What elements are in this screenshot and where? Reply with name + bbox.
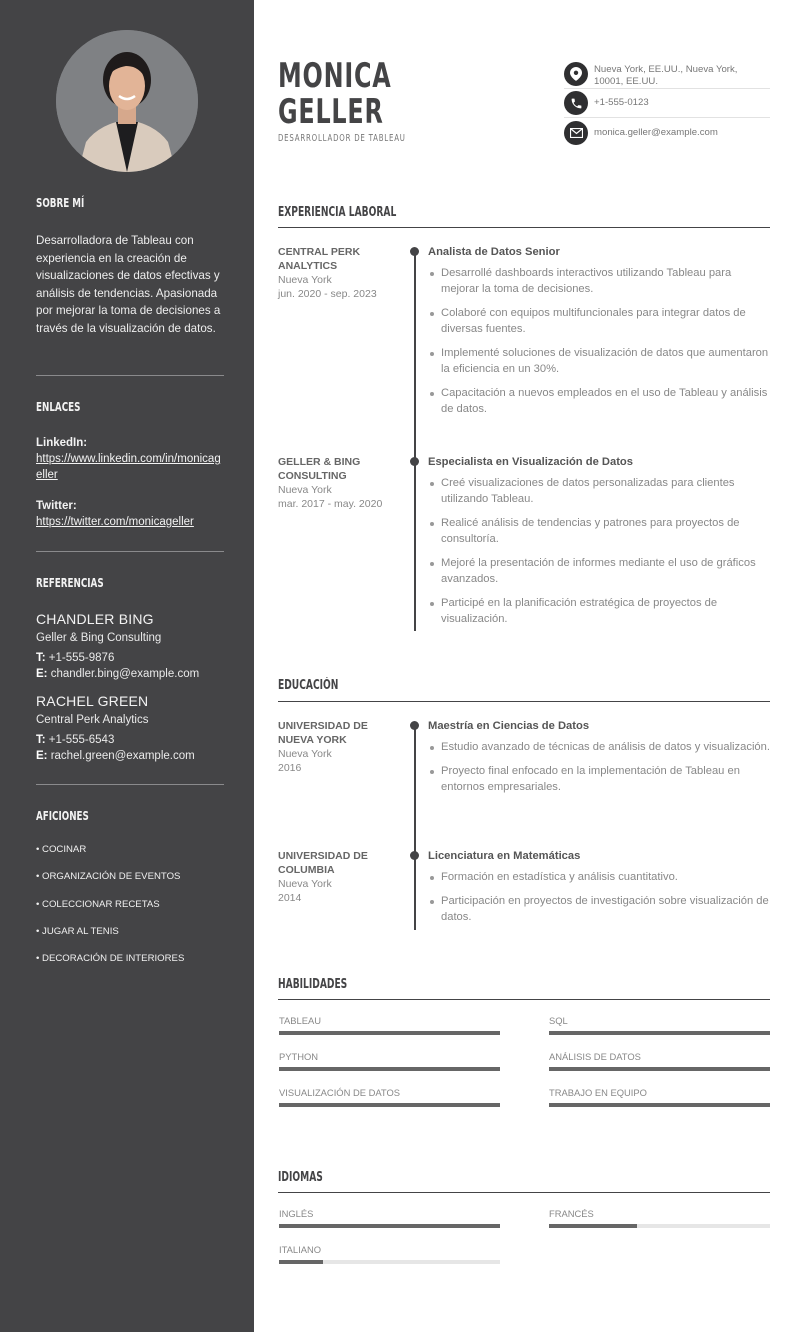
bullet-list — [428, 265, 770, 417]
divider — [36, 784, 224, 785]
bullet-list — [428, 739, 770, 795]
skill-label: TRABAJO EN EQUIPO — [549, 1087, 647, 1098]
skill-label: VISUALIZACIÓN DE DATOS — [279, 1087, 401, 1098]
skill-item — [279, 1015, 500, 1035]
education-entry — [428, 849, 770, 933]
about-text: Desarrolladora de Tableau con experiencia en la creación de visualizaciones de datos efectivas y análisis de tendencias. Apasionada por mejorar la toma de decisiones a través de la visualización de datos. — [36, 234, 221, 335]
reference-phone — [36, 650, 224, 666]
reference-company: Geller & Bing Consulting — [36, 632, 162, 644]
org-name-line1: UNIVERSIDAD DE — [278, 850, 368, 862]
org-name-line2: COLUMBIA — [278, 864, 335, 876]
org-name-line1: UNIVERSIDAD DE — [278, 720, 368, 732]
skill-bar — [549, 1103, 770, 1107]
reference-item — [36, 610, 224, 682]
org-dates: jun. 2020 - sep. 2023 — [278, 288, 377, 300]
language-bar — [549, 1224, 770, 1228]
org-name-line2: CONSULTING — [278, 470, 347, 482]
reference-email — [36, 748, 224, 764]
skill-bar — [279, 1103, 500, 1107]
skill-bar — [279, 1067, 500, 1071]
phone-label: T: — [36, 652, 46, 664]
language-bar-fill — [549, 1224, 637, 1228]
phone-text: +1-555-0123 — [594, 97, 649, 108]
hobby-item: • COCINAR — [36, 844, 87, 855]
contact-block — [564, 60, 770, 147]
skill-bar-fill — [279, 1103, 500, 1107]
skill-item — [279, 1087, 500, 1107]
language-bar-fill — [279, 1224, 500, 1228]
org-dates: 2016 — [278, 762, 302, 774]
about-heading: SOBRE MÍ — [36, 195, 85, 210]
skill-label: ANÁLISIS DE DATOS — [549, 1051, 641, 1062]
last-name: GELLER — [278, 92, 384, 132]
bullet-item: Desarrollé dashboards interactivos utilizando Tableau para mejorar la toma de decisiones. — [428, 265, 770, 297]
languages-heading: IDIOMAS — [278, 1170, 323, 1185]
section-rule — [278, 227, 770, 228]
contact-email — [564, 118, 770, 147]
skill-bar — [279, 1031, 500, 1035]
skill-item — [279, 1051, 500, 1071]
phone-icon — [564, 91, 588, 115]
language-label: FRANCÉS — [549, 1208, 594, 1219]
language-bar — [279, 1224, 500, 1228]
full-name — [278, 58, 392, 130]
bullet-item: Realicé análisis de tendencias y patrones para proyectos de consultoría. — [428, 515, 770, 547]
skill-label: TABLEAU — [279, 1015, 322, 1026]
profile-photo — [56, 30, 198, 172]
skill-item — [549, 1015, 770, 1035]
experience-entry — [428, 245, 770, 425]
degree-title: Licenciatura en Matemáticas — [428, 850, 581, 862]
skill-label: SQL — [549, 1015, 568, 1026]
hobbies-heading: AFICIONES — [36, 808, 89, 823]
timeline-dot — [410, 851, 419, 860]
language-bar-fill — [279, 1260, 323, 1264]
org-name-line1: GELLER & BING — [278, 456, 361, 468]
timeline-dot — [410, 457, 419, 466]
language-label: INGLÉS — [279, 1208, 314, 1219]
bullet-item: Estudio avanzado de técnicas de análisis de datos y visualización. — [428, 739, 770, 755]
hobbies-section — [36, 808, 224, 978]
section-rule — [278, 999, 770, 1000]
address-text — [594, 60, 770, 88]
job-title: DESARROLLADOR DE TABLEAU — [278, 133, 406, 144]
org-dates: 2014 — [278, 892, 302, 904]
skill-label: PYTHON — [279, 1051, 319, 1062]
skill-bar — [549, 1067, 770, 1071]
skill-bar-fill — [549, 1031, 770, 1035]
org-name-line2: ANALYTICS — [278, 260, 338, 272]
language-item — [549, 1208, 770, 1228]
org-dates: mar. 2017 - may. 2020 — [278, 498, 383, 510]
language-item — [279, 1244, 500, 1264]
reference-company: Central Perk Analytics — [36, 714, 149, 726]
links-section — [36, 399, 224, 530]
education-org — [278, 719, 396, 775]
org-location: Nueva York — [278, 878, 332, 890]
bullet-item: Formación en estadística y análisis cuantitativo. — [428, 869, 770, 885]
hobby-item: • ORGANIZACIÓN DE EVENTOS — [36, 871, 181, 882]
experience-heading: EXPERIENCIA LABORAL — [278, 205, 397, 220]
section-rule — [278, 701, 770, 702]
role-title: Especialista en Visualización de Datos — [428, 456, 633, 468]
links-heading: ENLACES — [36, 399, 81, 414]
reference-name: CHANDLER BING — [36, 611, 154, 627]
bullet-list — [428, 869, 770, 925]
twitter-link[interactable]: https://twitter.com/monicageller — [36, 516, 194, 528]
org-name-line2: NUEVA YORK — [278, 734, 347, 746]
language-bar — [279, 1260, 500, 1264]
hobby-item: • DECORACIÓN DE INTERIORES — [36, 953, 185, 964]
references-heading: REFERENCIAS — [36, 575, 104, 590]
reference-phone — [36, 732, 224, 748]
bullet-item: Capacitación a nuevos empleados en el uso de Tableau y análisis de datos. — [428, 385, 770, 417]
linkedin-link[interactable]: https://www.linkedin.com/in/monicageller — [36, 453, 221, 481]
location-pin-icon — [564, 62, 588, 86]
reference-email — [36, 666, 224, 682]
phone-value: +1-555-9876 — [48, 652, 115, 664]
skill-bar-fill — [549, 1103, 770, 1107]
hobby-item: • COLECCIONAR RECETAS — [36, 899, 160, 910]
sidebar — [0, 0, 254, 1332]
main-content — [278, 0, 770, 1332]
references-section — [36, 575, 224, 764]
skill-item — [549, 1051, 770, 1071]
org-name-line1: CENTRAL PERK — [278, 246, 361, 258]
envelope-icon — [564, 121, 588, 145]
linkedin-label: LinkedIn: — [36, 437, 88, 449]
bullet-item: Implementé soluciones de visualización de datos que aumentaron la eficiencia en un 30%. — [428, 345, 770, 377]
divider — [36, 551, 224, 552]
bullet-item: Participé en la planificación estratégica de proyectos de visualización. — [428, 595, 770, 627]
education-org — [278, 849, 396, 905]
email-value: rachel.green@example.com — [50, 750, 195, 762]
language-item — [279, 1208, 500, 1228]
bullet-item: Mejoré la presentación de informes mediante el uso de gráficos avanzados. — [428, 555, 770, 587]
reference-name: RACHEL GREEN — [36, 693, 149, 709]
experience-timeline — [414, 251, 416, 631]
first-name: MONICA — [278, 56, 392, 96]
org-location: Nueva York — [278, 748, 332, 760]
degree-title: Maestría en Ciencias de Datos — [428, 720, 590, 732]
timeline-dot — [410, 247, 419, 256]
divider — [36, 375, 224, 376]
about-section — [36, 195, 224, 337]
experience-org — [278, 455, 396, 511]
bullet-item: Colaboré con equipos multifuncionales para integrar datos de diversas fuentes. — [428, 305, 770, 337]
link-item-twitter — [36, 498, 224, 530]
bullet-item: Creé visualizaciones de datos personalizadas para clientes utilizando Tableau. — [428, 475, 770, 507]
address-line1: Nueva York, EE.UU., Nueva York, — [594, 64, 738, 75]
contact-phone — [564, 89, 770, 118]
contact-address — [564, 60, 770, 89]
education-heading: EDUCACIÓN — [278, 678, 339, 693]
role-title: Analista de Datos Senior — [428, 246, 560, 258]
skills-heading: HABILIDADES — [278, 977, 348, 992]
bullet-list — [428, 475, 770, 627]
person-photo-icon — [56, 30, 198, 172]
reference-item — [36, 692, 224, 764]
org-location: Nueva York — [278, 274, 332, 286]
experience-entry — [428, 455, 770, 635]
skill-bar-fill — [279, 1067, 500, 1071]
email-value: chandler.bing@example.com — [50, 668, 200, 680]
email-label: E: — [36, 750, 48, 762]
org-location: Nueva York — [278, 484, 332, 496]
skill-bar-fill — [549, 1067, 770, 1071]
bullet-item: Proyecto final enfocado en la implementación de Tableau en entornos empresariales. — [428, 763, 770, 795]
hobby-item: • JUGAR AL TENIS — [36, 926, 119, 937]
bullet-item: Participación en proyectos de investigación sobre visualización de datos. — [428, 893, 770, 925]
timeline-dot — [410, 721, 419, 730]
link-item-linkedin — [36, 435, 224, 483]
email-text: monica.geller@example.com — [594, 127, 718, 138]
skill-bar — [549, 1031, 770, 1035]
education-entry — [428, 719, 770, 803]
skill-bar-fill — [279, 1031, 500, 1035]
phone-label: T: — [36, 734, 46, 746]
section-rule — [278, 1192, 770, 1193]
twitter-label: Twitter: — [36, 500, 77, 512]
phone-value: +1-555-6543 — [48, 734, 115, 746]
experience-org — [278, 245, 396, 301]
education-timeline — [414, 725, 416, 930]
address-line2: 10001, EE.UU. — [594, 76, 658, 87]
skill-item — [549, 1087, 770, 1107]
language-label: ITALIANO — [279, 1244, 322, 1255]
email-label: E: — [36, 668, 48, 680]
